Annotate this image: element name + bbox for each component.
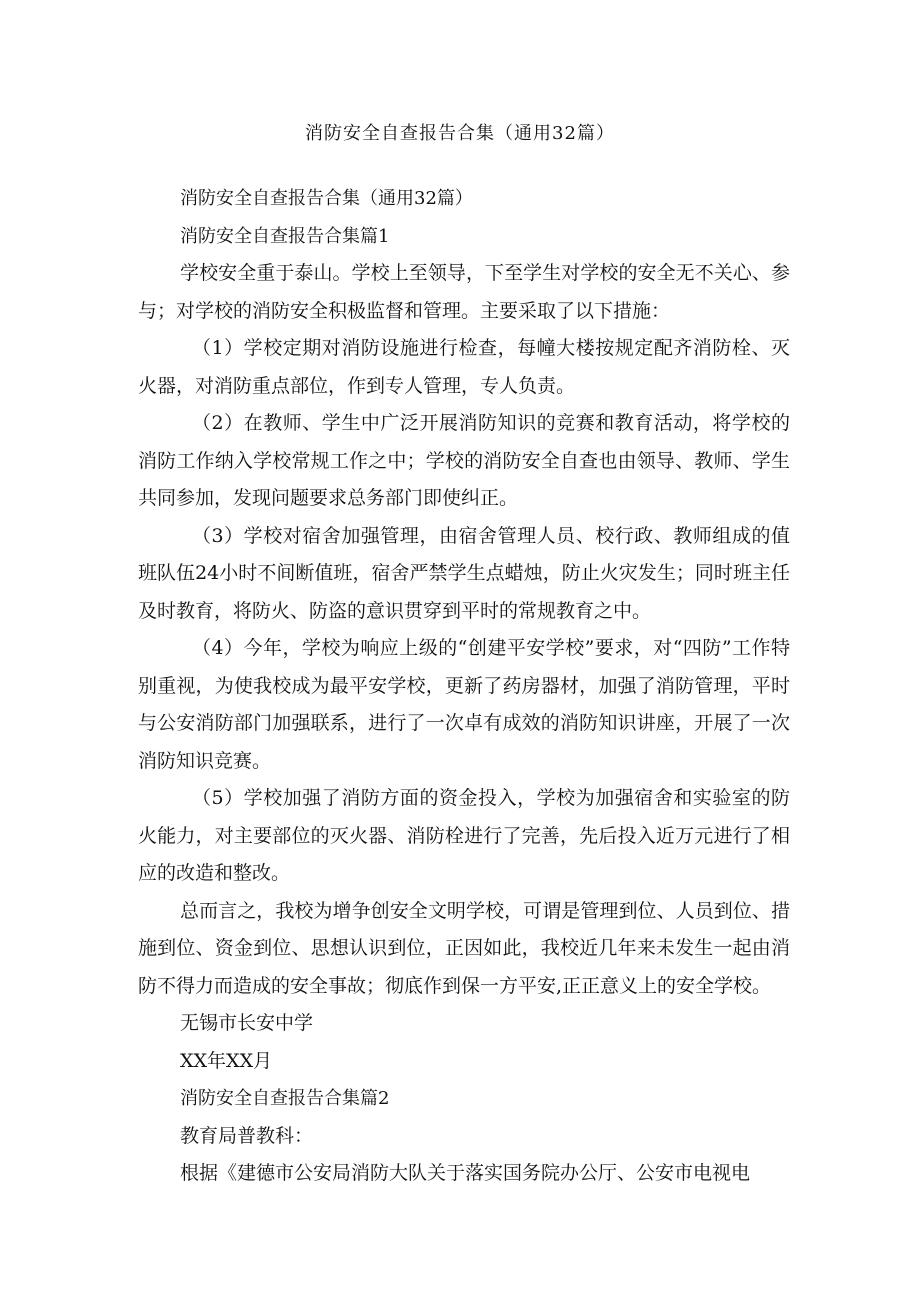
paragraph-measure-1: （1）学校定期对消防设施进行检查，每幢大楼按规定配齐消防栓、灭火器，对消防重点部位，作到专人管理，专人负责。 bbox=[138, 337, 790, 397]
subtitle: 消防安全自查报告合集（通用32篇） bbox=[180, 188, 473, 209]
paragraph-measure-3: （3）学校对宿舍加强管理，由宿舍管理人员、校行政、教师组成的值班队伍24小时不间断值班，宿舍严禁学生点蜡烛，防止火灾发生；同时班主任及时教育，将防火、防盗的意识贯穿到平时的常规教育之中。 bbox=[138, 524, 790, 622]
addressee: 教育局普教科： bbox=[180, 1124, 314, 1147]
document-title: 消防安全自查报告合集（通用32篇） bbox=[305, 123, 615, 144]
section2-heading: 消防安全自查报告合集篇2 bbox=[180, 1088, 390, 1109]
paragraph-intro: 学校安全重于泰山。学校上至领导，下至学生对学校的安全无不关心、参与；对学校的消防安全积极监督和管理。主要采取了以下措施： bbox=[138, 262, 790, 322]
signature-organization: 无锡市长安中学 bbox=[180, 1012, 314, 1034]
section1-heading: 消防安全自查报告合集篇1 bbox=[180, 225, 390, 247]
document-body bbox=[138, 180, 790, 1193]
paragraph-section2-start: 根据《建德市公安局消防大队关于落实国务院办公厅、公安市电视电 bbox=[180, 1162, 751, 1184]
paragraph-summary: 总而言之，我校为增争创安全文明学校，可谓是管理到位、人员到位、措施到位、资金到位、思想认识到位，正因如此，我校近几年来未发生一起由消防不得力而造成的安全事故；彻底作到保一方平安,正正意义上的安全学校。 bbox=[138, 899, 790, 997]
paragraph-measure-4: （4）今年，学校为响应上级的“创建平安学校”要求，对“四防”工作特别重视，为使我校成为最平安学校，更新了药房器材，加强了消防管理，平时与公安消防部门加强联系，进行了一次卓有成效的消防知识讲座，开展了一次消防知识竞赛。 bbox=[138, 637, 790, 772]
signature-date: XX年XX月 bbox=[180, 1049, 273, 1072]
paragraph-measure-2: （2）在教师、学生中广泛开展消防知识的竞赛和教育活动，将学校的消防工作纳入学校常规工作之中；学校的消防安全自查也由领导、教师、学生共同参加，发现问题要求总务部门即使纠正。 bbox=[138, 412, 790, 509]
paragraph-measure-5: （5）学校加强了消防方面的资金投入，学校为加强宿舍和实验室的防火能力，对主要部位的灭火器、消防栓进行了完善，先后投入近万元进行了相应的改造和整改。 bbox=[138, 787, 790, 884]
